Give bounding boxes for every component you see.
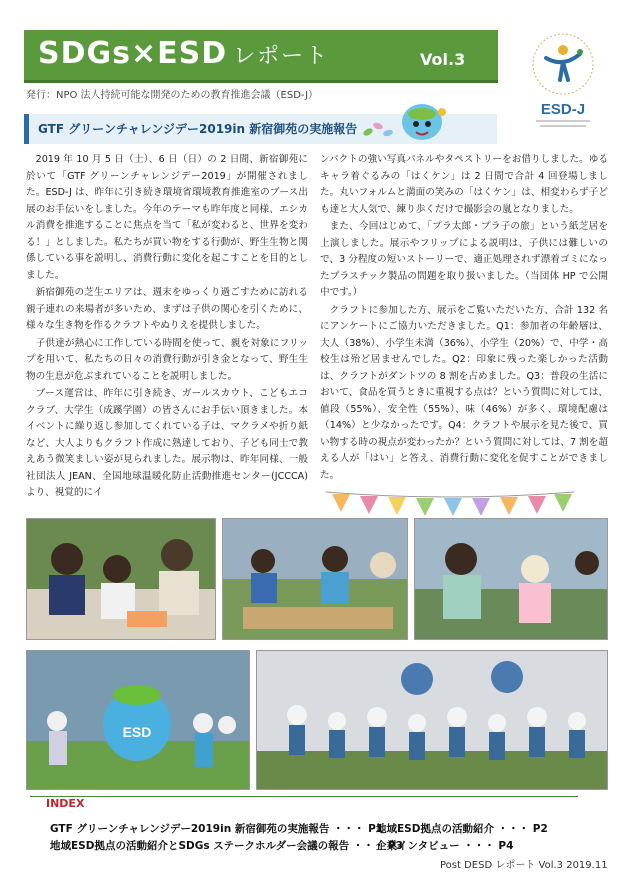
photo-children-crafting [26, 518, 216, 640]
article-paragraph: 新宿御苑の芝生エリアは、週末をゆっくり過ごすために訪れる親子連れの来場者が多いため、まずは子供の関心を引くために、様々な生き物を作るクラフトやぬりえを提供しました。 [26, 287, 308, 331]
logo-text: ESD-J [540, 101, 586, 118]
photo-girl-and-staff [414, 518, 608, 640]
esd-j-logo-person-icon [546, 45, 583, 80]
article-paragraph: 2019 年 10 月 5 日（土）、6 日（日）の 2 日間、新宿御苑に於いて「GTF グリーンチャレンジデー2019」が開催されました。ESD-J は、昨年に引き続き環境省環境教育推進室のブース出展のお手伝いをしました。今年のテーマも昨年度と同様、エシカル消費を推進することに焦点を当て「私が変わると、世界を変わる！」としました。私たちが買い物をする行動が、野生生物と関係している事を説明し、消費行動に変化を起こすことを目的としました。 [26, 154, 308, 281]
article-paragraph: 子供達が熱心に工作している時間を使って、親を対象にフリップを用いて、私たちの日々の消費行動が引き金となって、野生生物の生息が危ぶまれていることを説明しました。 [26, 337, 308, 382]
article-paragraph: ブース運営は、昨年に引き続き、ガールスカウト、こどもエコクラブ、大学生（成蹊学園）の皆さんにお手伝い頂きました。本イベントに繰り返し参加してくれている子は、マクラメや折り紙など、大人よりもクラフト作成に熟達しており、子ども同士で教えあう微笑ましい姿が見られました。展示物は、昨年同様、一般社団法人 JEAN、全国地球温暖化防止活動推進センター(JCCCA)より、視覚的にイ [26, 388, 308, 498]
article-paragraph: ンパクトの強い写真パネルやタペストリーをお借りしました。ゆるキャラ着ぐるみの「はくケン」は 2 日間で合計 4 回登場しました。丸いフォルムと満面の笑みの「はくケン」は、相変わらず子ども達と大人気で、練り歩くだけで撮影会の嵐となりました。 [320, 154, 608, 215]
photo-esd-mascot-with-children [26, 650, 250, 790]
publisher-line: 発行：NPO 法人持続可能な開発のための教育推進会議（ESD-J） [26, 90, 319, 101]
title-main: SDGs×ESD [38, 36, 228, 71]
volume-number: Vol.3 [420, 50, 466, 69]
article-paragraph: また、今回はじめて、「プラ太郎・プラ子の旅」という紙芝居を上演しました。展示やフリップによる説明は、子供には難しいので、3 分程度の短いストーリーで、適正処理されず漂着ゴミになったプラスチック製品の問題を取り扱いました。（当団体 HP で公開中です。） [320, 221, 608, 298]
photo-group-volunteers [256, 650, 608, 790]
article-column-left [26, 152, 308, 498]
index-item-p3[interactable]: 地域ESD拠点の活動紹介とSDGs ステークホルダー会議の報告 ・・・ P3 [50, 840, 403, 852]
hakun-mascot-icon [392, 100, 452, 144]
index-heading: INDEX [46, 797, 85, 810]
section-title: GTF グリーンチャレンジデー2019in 新宿御苑の実施報告 [38, 122, 358, 136]
bunting-decoration [326, 488, 574, 518]
photo-kids-at-table [222, 518, 408, 640]
title-sub: レポート [233, 44, 330, 69]
newsletter-title [38, 34, 329, 77]
esd-j-logo [522, 28, 604, 134]
index-item-p4[interactable]: 企業インタビュー ・・・ P4 [376, 840, 514, 852]
index-item-p1[interactable]: GTF グリーンチャレンジデー2019in 新宿御苑の実施報告 ・・・ P1 [50, 823, 384, 835]
article-column-right [320, 152, 608, 492]
svg-text:ESD: ESD [122, 724, 152, 740]
article-paragraph: クラフトに参加した方、展示をご覧いただいた方、合計 132 名にアンケートにご協力いただきました。Q1：参加者の年齢層は、大人（38%）、小学生未満（36%）、小学生（20%）で、中学・高校生は殆ど居ませんでした。Q2：印象に残った楽しかった活動は、クラフトがダントツの 8 割を占めました。Q3：普段の生活において、食品を買うときに重視する点は？という質問に対しては、値段（55%）、安全性（55%）、味（46%）が多く、環境配慮は（14%）と少なかったです。Q4：クラフトや展示を見た後で、買い物する時の視点が変わったか？という質問に対しては、7 割を超える人が「はい」と答え、消費行動に変化を促すことができました。 [320, 304, 608, 481]
index-item-p2[interactable]: 地域ESD拠点の活動紹介 ・・・ P2 [376, 823, 548, 835]
index-divider [30, 796, 578, 797]
leaves-decoration-icon [360, 118, 396, 140]
footer-issue-label: Post DESD レポート Vol.3 2019.11 [440, 860, 608, 871]
